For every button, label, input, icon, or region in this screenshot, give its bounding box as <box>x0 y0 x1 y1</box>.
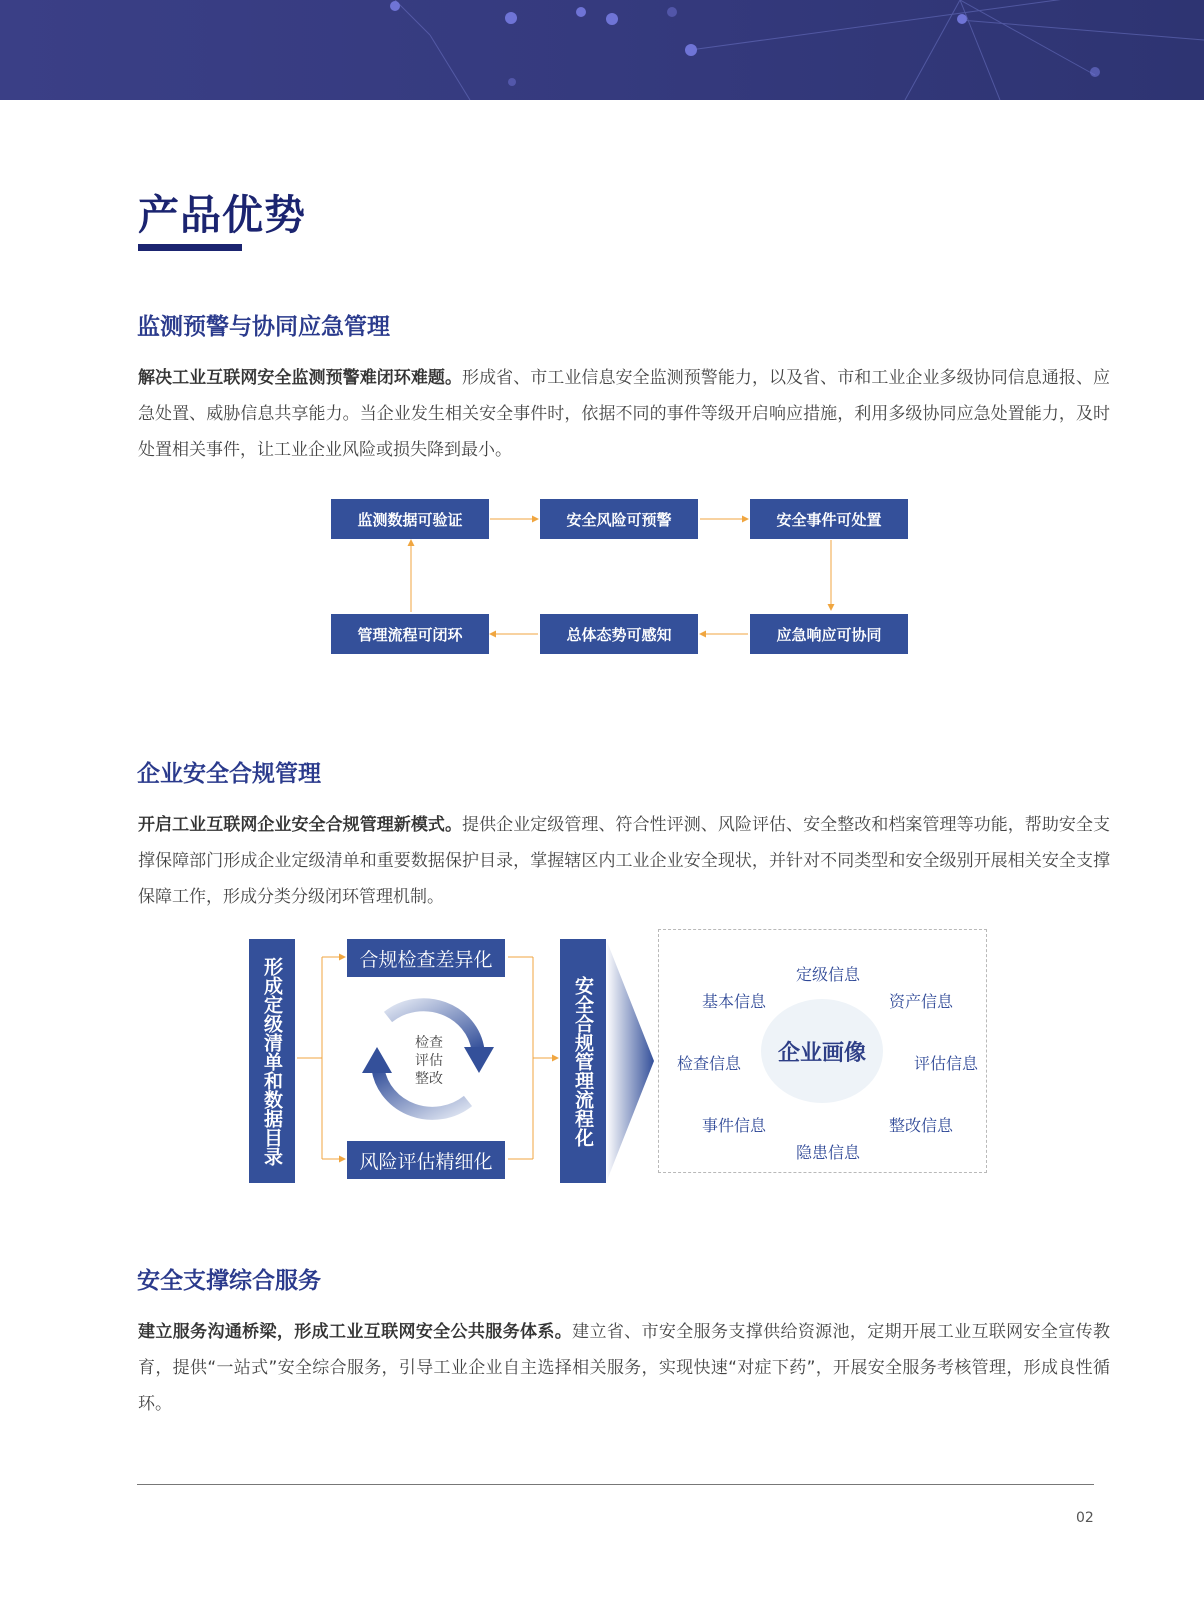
lead-text: 解决工业互联网安全监测预警难闭环难题。 <box>138 368 463 388</box>
cycle-step-check: 检查 <box>415 1035 443 1051</box>
section-title-monitoring: 监测预警与协同应急管理 <box>137 314 390 340</box>
flow-step-perceive: 总体态势可感知 <box>540 614 698 654</box>
chevron-arrow-icon <box>606 939 654 1183</box>
flow-step-warn: 安全风险可预警 <box>540 499 698 539</box>
enterprise-profile-core: 企业画像 <box>761 999 883 1103</box>
lead-text: 建立服务沟通桥梁，形成工业互联网安全公共服务体系。 <box>138 1322 573 1342</box>
left-bar-grading-list: 形成定级清单和数据目录 <box>249 939 295 1183</box>
box-risk-assessment: 风险评估精细化 <box>347 1141 505 1179</box>
header-banner <box>0 0 1204 100</box>
lead-text: 开启工业互联网企业安全合规管理新模式。 <box>138 815 463 835</box>
title-underline <box>138 244 242 251</box>
box-compliance-check: 合规检查差异化 <box>347 939 505 977</box>
cycle-label <box>404 1034 454 1088</box>
flow-step-cooperate: 应急响应可协同 <box>750 614 908 654</box>
flow-step-verify: 监测数据可验证 <box>331 499 489 539</box>
info-inspection: 检查信息 <box>677 1054 742 1073</box>
section-paragraph-compliance <box>138 807 1110 915</box>
info-evaluation: 评估信息 <box>914 1054 979 1073</box>
flow-step-dispose: 安全事件可处置 <box>750 499 908 539</box>
flow-step-closeloop: 管理流程可闭环 <box>331 614 489 654</box>
right-bar-process: 安全合规管理流程化 <box>560 939 606 1183</box>
footer-divider <box>137 1484 1094 1485</box>
cycle-step-rectify: 整改 <box>415 1071 443 1087</box>
body-text: 提供企业定级管理、符合性评测、风险评估、安全整改和档案管理等功能，帮助安全支撑保障部门形成企业定级清单和重要数据保护目录，掌握辖区内工业企业安全现状，并针对不同类型和安全级别开展相关安全支撑保障工作，形成分类分级闭环管理机制。 <box>138 815 1111 907</box>
info-assets: 资产信息 <box>889 992 954 1011</box>
body-text: 建立省、市安全服务支撑供给资源池，定期开展工业互联网安全宣传教育，提供“一站式”安全综合服务，引导工业企业自主选择相关服务，实现快速“对症下药”，开展安全服务考核管理，形成良性循环。 <box>138 1322 1111 1414</box>
info-event: 事件信息 <box>702 1116 767 1135</box>
network-pattern <box>0 0 1204 100</box>
cycle-step-assess: 评估 <box>415 1053 443 1069</box>
section-paragraph-services <box>138 1314 1110 1422</box>
page-title: 产品优势 <box>138 191 306 239</box>
body-text: 形成省、市工业信息安全监测预警能力，以及省、市和工业企业多级协同信息通报、应急处置、威胁信息共享能力。当企业发生相关安全事件时，依据不同的事件等级开启响应措施，利用多级协同应急处置能力，及时处置相关事件，让工业企业风险或损失降到最小。 <box>138 368 1111 460</box>
section-title-compliance: 企业安全合规管理 <box>137 761 321 787</box>
section-title-services: 安全支撑综合服务 <box>137 1268 321 1294</box>
page-number: 02 <box>1076 1510 1094 1526</box>
info-grading: 定级信息 <box>796 965 861 984</box>
info-basic: 基本信息 <box>702 992 767 1011</box>
section-paragraph-monitoring <box>138 360 1110 468</box>
info-hazard: 隐患信息 <box>796 1143 861 1162</box>
info-rectification: 整改信息 <box>889 1116 954 1135</box>
